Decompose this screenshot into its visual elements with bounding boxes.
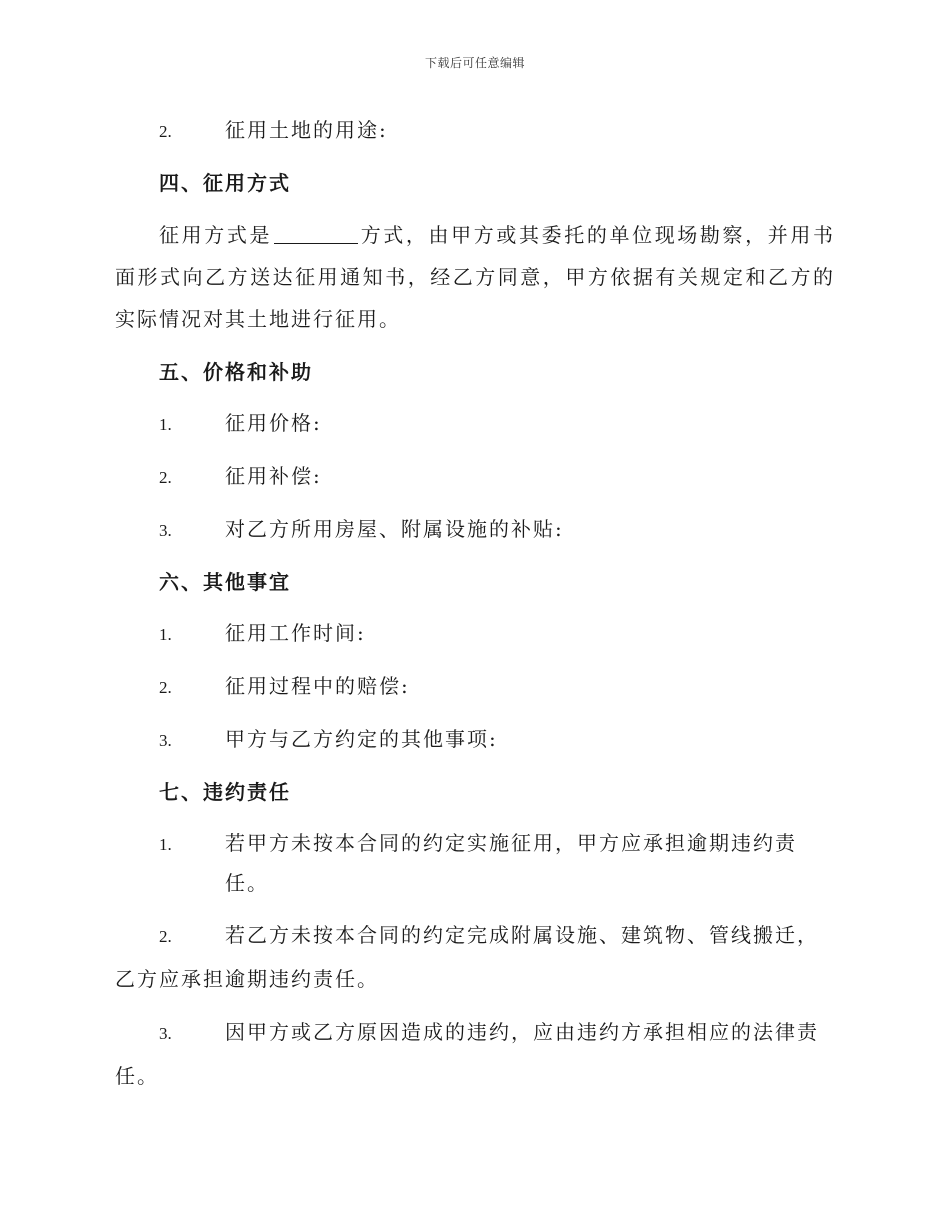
item-number: 2.: [159, 678, 172, 697]
item-number: 2.: [159, 927, 172, 946]
item-number: 1.: [159, 835, 172, 854]
list-item: [115, 1011, 835, 1097]
item-text: 若甲方未按本合同的约定实施征用，甲方应承担逾期违约责任。: [225, 831, 797, 895]
paragraph: [115, 214, 835, 340]
list-item: [115, 719, 835, 761]
section-heading: 六、其他事宜: [159, 570, 291, 594]
item-number: 3.: [159, 521, 172, 540]
item-number: 1.: [159, 625, 172, 644]
page-header: 下载后可任意编辑: [424, 56, 525, 70]
list-item: [115, 403, 835, 445]
list-item: [115, 456, 835, 498]
list-item: [115, 613, 835, 655]
section-heading: 四、征用方式: [159, 171, 291, 195]
section-heading: 五、价格和补助: [159, 360, 313, 384]
item-text: 若乙方未按本合同的约定完成附属设施、建筑物、管线搬迁，乙方应承担逾期违约责任。: [115, 923, 819, 991]
paragraph-text-end: 方式，由甲方或其委托的单位现场勘察，并用书面形式向乙方送达征用通知书，经乙方同意，甲方依据有关规定和乙方的实际情况对其土地进行征用。: [115, 223, 836, 331]
item-text: 甲方与乙方约定的其他事项:: [225, 727, 498, 751]
item-number: 3.: [159, 1024, 172, 1043]
item-number: 2.: [159, 122, 172, 141]
item-number: 3.: [159, 731, 172, 750]
item-text: 征用工作时间:: [225, 621, 366, 645]
item-text: 征用价格:: [225, 411, 322, 435]
document-body: [115, 110, 835, 1097]
item-text: 因甲方或乙方原因造成的违约，应由违约方承担相应的法律责任。: [115, 1020, 819, 1088]
item-text: 征用补偿:: [225, 464, 322, 488]
paragraph-text-start: 征用方式是: [159, 223, 273, 247]
list-item: [115, 914, 835, 1000]
item-text: 征用土地的用途:: [225, 118, 388, 142]
list-item: [115, 666, 835, 708]
fill-in-blank: [274, 223, 358, 244]
list-item: [115, 509, 835, 551]
item-number: 2.: [159, 468, 172, 487]
list-item: [115, 110, 835, 152]
section-heading: 七、违约责任: [159, 780, 291, 804]
item-text: 征用过程中的赔偿:: [225, 674, 410, 698]
list-item: [115, 823, 835, 903]
item-number: 1.: [159, 415, 172, 434]
item-text: 对乙方所用房屋、附属设施的补贴:: [225, 517, 564, 541]
